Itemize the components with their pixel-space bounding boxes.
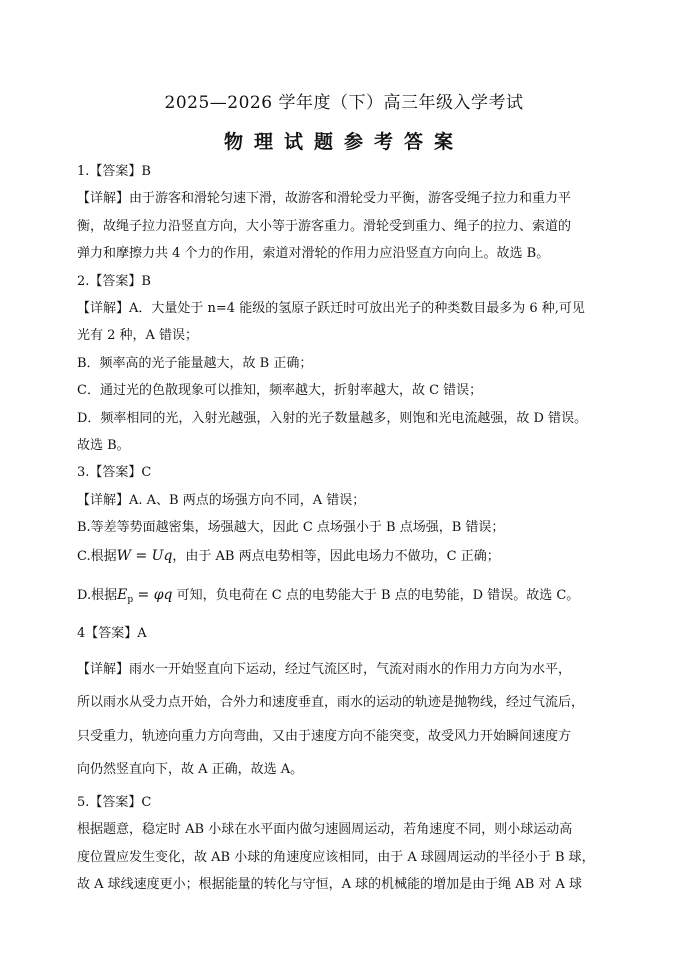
- answer-line: 【详解】A．大量处于 n=4 能级的氢原子跃迁时可放出光子的种类数目最多为 6 种,可见: [77, 300, 585, 316]
- work-formula: W = Uq: [116, 548, 173, 565]
- answer-line: 光有 2 种，A 错误；: [77, 328, 199, 344]
- answer-line: 只受重力，轨迹向重力方向弯曲，又由于速度方向不能突变，故受风力开始瞬间速度方: [77, 728, 572, 744]
- answer-line: 【详解】由于游客和滑轮匀速下滑，故游客和滑轮受力平衡，游客受绳子拉力和重力平: [77, 191, 572, 207]
- formula-suffix: ，由于 AB 两点电势相等，因此电场力不做功，C 正确；: [172, 549, 500, 565]
- answer-content: [77, 158, 625, 899]
- formula-prefix: C.根据: [77, 549, 117, 565]
- answer-line-formula-d: [77, 580, 625, 611]
- potential-energy-formula: [117, 587, 173, 606]
- answer-line: 2.【答案】B: [77, 273, 151, 289]
- answer-line: 3.【答案】C: [77, 465, 152, 481]
- formula-suffix: 可知，负电荷在 C 点的电势能大于 B 点的电势能，D 错误。故选 C。: [172, 588, 580, 604]
- answer-line: D．频率相同的光，入射光越强，入射的光子数量越多，则饱和光电流越强，故 D 错误。: [77, 410, 588, 426]
- formula-symbol: E: [117, 587, 128, 604]
- answer-line: B．频率高的光子能量越大，故 B 正确；: [77, 355, 313, 371]
- answer-line: 根据题意，稳定时 AB 小球在水平面内做匀速圆周运动，若角速度不同，则小球运动高: [77, 822, 573, 838]
- answer-line: 所以雨水从受力点开始，合外力和速度垂直，雨水的运动的轨迹是抛物线，经过气流后，: [77, 695, 585, 711]
- answer-line: 1.【答案】B: [77, 164, 151, 179]
- answer-line-formula-c: [77, 541, 625, 572]
- formula-rest: = φq: [133, 587, 173, 604]
- answer-line: 4【答案】A: [77, 626, 147, 642]
- answer-line: 衡，故绳子拉力沿竖直方向，大小等于游客重力。滑轮受到重力、绳子的拉力、索道的: [77, 218, 572, 234]
- exam-title: 2025—2026 学年度（下）高三年级入学考试: [164, 93, 524, 113]
- answer-line: 故选 B。: [77, 437, 130, 453]
- answer-line: 故 A 球线速度更小；根据能量的转化与守恒，A 球的机械能的增加是由于绳 AB 对 A 球: [77, 877, 583, 893]
- answer-line: 5.【答案】C: [77, 794, 152, 810]
- answer-line: 度位置应发生变化，故 AB 小球的角速度应该相同，由于 A 球圆周运动的半径小于 B 球，: [77, 849, 595, 865]
- answer-line: C．通过光的色散现象可以推知，频率越大，折射率越大，故 C 错误；: [77, 383, 483, 399]
- answer-line: 弹力和摩擦力共 4 个力的作用，索道对滑轮的作用力应沿竖直方向向上。故选 B。: [77, 246, 550, 262]
- answer-line: 【详解】雨水一开始竖直向下运动，经过气流区时，气流对雨水的作用力方向为水平，: [77, 661, 572, 677]
- answer-key-title: 物理试题参考答案: [223, 131, 464, 153]
- formula-prefix: D.根据: [77, 588, 118, 604]
- answer-line: 【详解】A. A、B 两点的场强方向不同，A 错误；: [77, 492, 366, 508]
- formula-subscript: p: [127, 595, 134, 606]
- answer-line: B.等差等势面越密集，场强越大，因此 C 点场强小于 B 点场强，B 错误；: [77, 520, 505, 536]
- answer-line: 向仍然竖直向下，故 A 正确，故选 A。: [77, 762, 304, 778]
